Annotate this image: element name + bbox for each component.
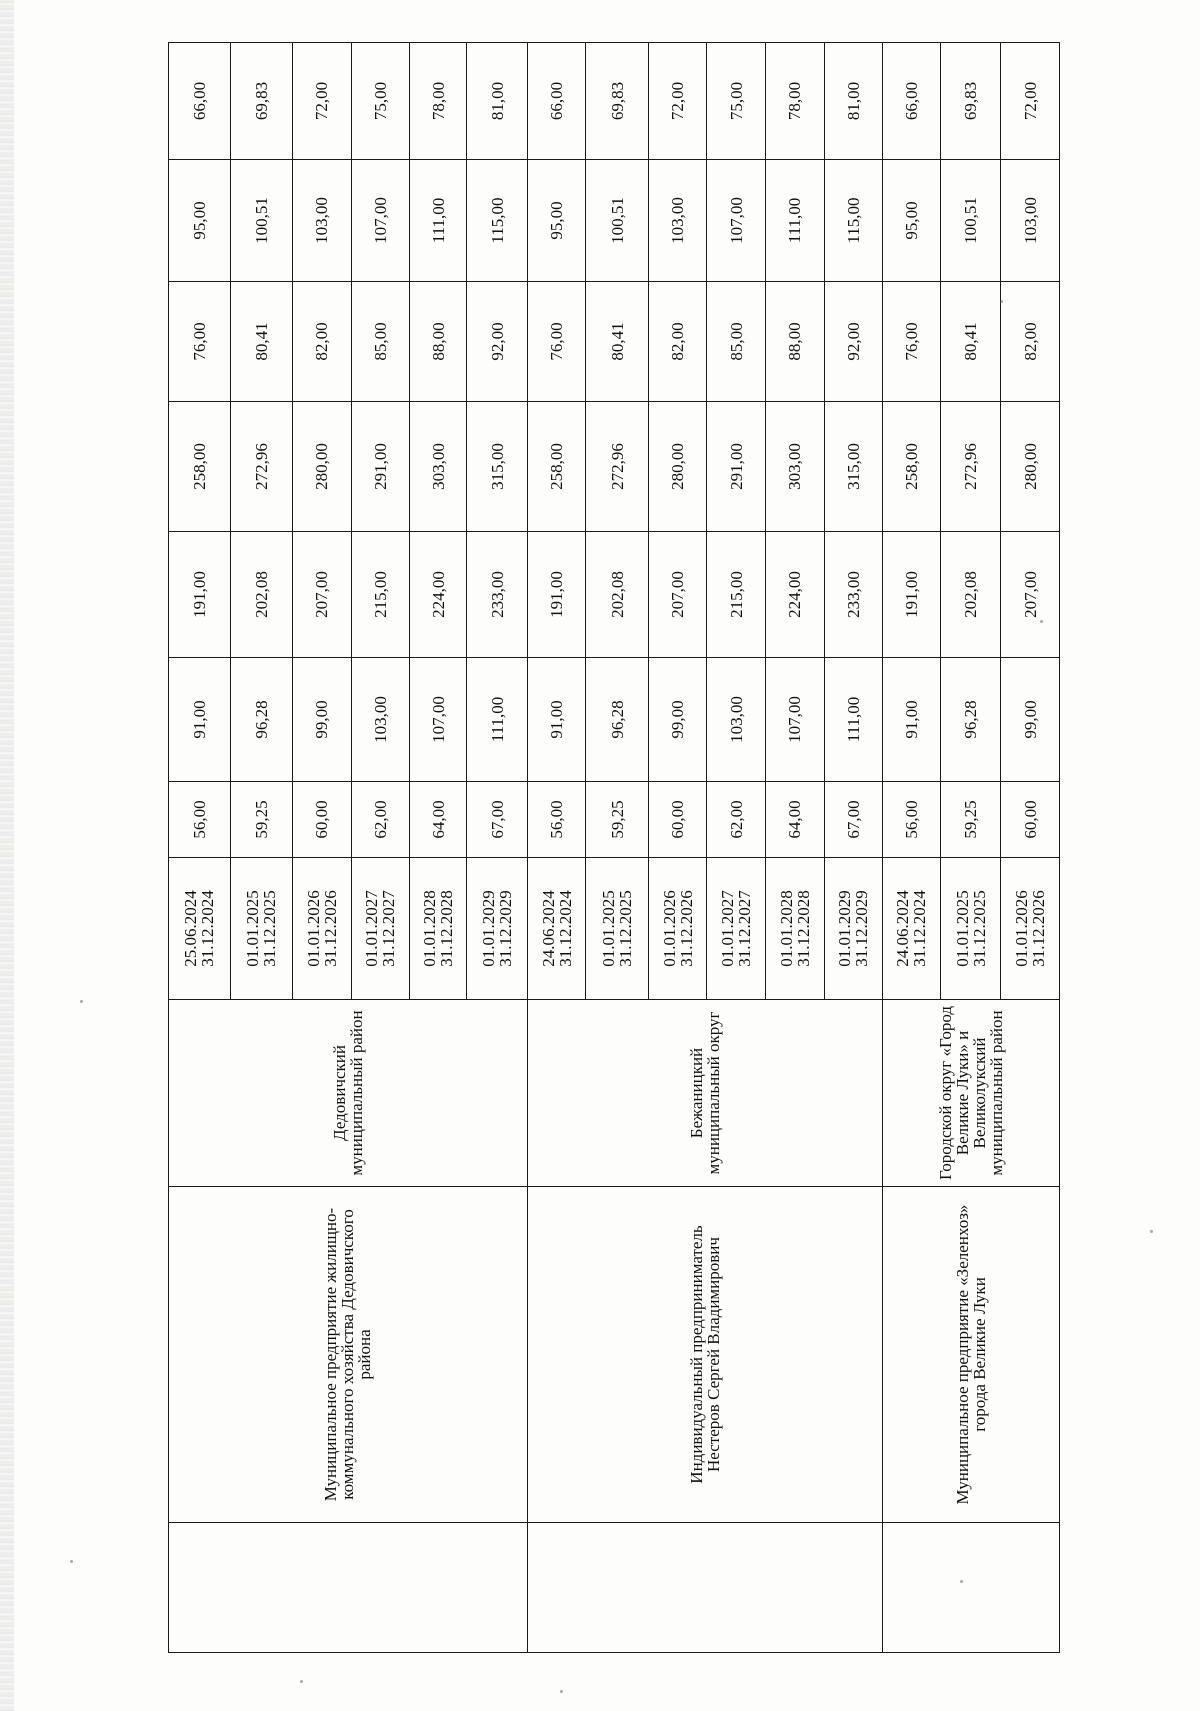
value-cell: 315,00 — [467, 402, 528, 532]
period-start: 01.01.2025 — [599, 890, 619, 967]
period-end: 31.12.2024 — [910, 890, 930, 967]
table-row — [527, 43, 585, 1653]
value-cell: 107,00 — [707, 160, 765, 282]
period-start: 25.06.2024 — [181, 890, 201, 967]
period-start: 01.01.2026 — [303, 890, 323, 967]
period-start: 01.01.2025 — [952, 890, 972, 967]
scan-edge-noise — [0, 0, 14, 1711]
value-cell: 272,96 — [586, 402, 649, 532]
value-cell: 103,00 — [351, 658, 409, 782]
value-cell: 95,00 — [882, 160, 940, 282]
period-cell — [1001, 858, 1060, 1000]
value-cell: 69,83 — [230, 43, 293, 160]
empty-cell — [527, 1523, 882, 1653]
period-cell — [169, 858, 231, 1000]
period-end: 31.12.2029 — [852, 890, 872, 967]
value-cell: 82,00 — [1001, 282, 1060, 402]
value-cell: 115,00 — [825, 160, 882, 282]
period-cell — [409, 858, 466, 1000]
value-cell: 76,00 — [169, 282, 231, 402]
period-end: 31.12.2026 — [676, 890, 696, 967]
value-cell: 233,00 — [467, 532, 528, 658]
value-cell: 107,00 — [409, 658, 466, 782]
table-row — [169, 43, 231, 1653]
value-cell: 224,00 — [409, 532, 466, 658]
period-start: 01.01.2029 — [835, 890, 855, 967]
value-cell: 66,00 — [882, 43, 940, 160]
period-cell — [648, 858, 706, 1000]
period-cell — [765, 858, 824, 1000]
period-end: 31.12.2029 — [496, 890, 516, 967]
organization-cell: Индивидуальный предприниматель Нестеров Сергей Владимирович — [527, 1187, 882, 1523]
value-cell: 100,51 — [230, 160, 293, 282]
period-end: 31.12.2025 — [616, 890, 636, 967]
value-cell: 315,00 — [825, 402, 882, 532]
period-start: 24.06.2024 — [538, 890, 558, 967]
value-cell: 75,00 — [707, 43, 765, 160]
value-cell: 78,00 — [765, 43, 824, 160]
value-cell: 72,00 — [293, 43, 351, 160]
value-cell: 88,00 — [765, 282, 824, 402]
value-cell: 207,00 — [1001, 532, 1060, 658]
value-cell: 82,00 — [293, 282, 351, 402]
period-end: 31.12.2025 — [969, 890, 989, 967]
period-cell — [527, 858, 585, 1000]
value-cell: 207,00 — [648, 532, 706, 658]
organization-cell: Муниципальное предприятие «Зеленхоз» города Великие Луки — [882, 1187, 1059, 1523]
value-cell: 59,25 — [230, 782, 293, 858]
value-cell: 66,00 — [527, 43, 585, 160]
scan-speck — [560, 1690, 563, 1693]
value-cell: 95,00 — [527, 160, 585, 282]
period-start: 01.01.2029 — [479, 890, 499, 967]
period-start: 01.01.2027 — [362, 890, 382, 967]
value-cell: 111,00 — [409, 160, 466, 282]
value-cell: 96,28 — [940, 658, 1001, 782]
value-cell: 67,00 — [467, 782, 528, 858]
value-cell: 80,41 — [940, 282, 1001, 402]
value-cell: 111,00 — [467, 658, 528, 782]
period-start: 01.01.2025 — [243, 890, 263, 967]
value-cell: 202,08 — [940, 532, 1001, 658]
territory-cell: Городской округ «Город Великие Луки» и Великолукский муниципальный район — [882, 1000, 1059, 1187]
value-cell: 59,25 — [586, 782, 649, 858]
value-cell: 107,00 — [351, 160, 409, 282]
value-cell: 111,00 — [765, 160, 824, 282]
value-cell: 202,08 — [230, 532, 293, 658]
period-cell — [351, 858, 409, 1000]
period-cell — [940, 858, 1001, 1000]
period-cell — [467, 858, 528, 1000]
value-cell: 291,00 — [707, 402, 765, 532]
value-cell: 76,00 — [527, 282, 585, 402]
value-cell: 67,00 — [825, 782, 882, 858]
period-end: 31.12.2028 — [793, 890, 813, 967]
value-cell: 85,00 — [351, 282, 409, 402]
period-start: 01.01.2026 — [659, 890, 679, 967]
value-cell: 233,00 — [825, 532, 882, 658]
value-cell: 78,00 — [409, 43, 466, 160]
value-cell: 59,25 — [940, 782, 1001, 858]
period-start: 01.01.2028 — [776, 890, 796, 967]
value-cell: 115,00 — [467, 160, 528, 282]
value-cell: 60,00 — [1001, 782, 1060, 858]
value-cell: 107,00 — [765, 658, 824, 782]
scan-speck — [1150, 1230, 1153, 1233]
period-cell — [230, 858, 293, 1000]
period-cell — [293, 858, 351, 1000]
period-cell — [707, 858, 765, 1000]
value-cell: 280,00 — [1001, 402, 1060, 532]
value-cell: 85,00 — [707, 282, 765, 402]
value-cell: 280,00 — [648, 402, 706, 532]
scan-speck — [300, 1680, 303, 1683]
tariff-table — [168, 42, 1060, 1653]
value-cell: 258,00 — [882, 402, 940, 532]
value-cell: 258,00 — [169, 402, 231, 532]
value-cell: 69,83 — [940, 43, 1001, 160]
value-cell: 72,00 — [648, 43, 706, 160]
territory-cell: Дедовичский муниципальный район — [169, 1000, 528, 1187]
period-end: 31.12.2026 — [1029, 890, 1049, 967]
value-cell: 191,00 — [527, 532, 585, 658]
period-start: 01.01.2028 — [420, 890, 440, 967]
value-cell: 96,28 — [230, 658, 293, 782]
value-cell: 191,00 — [882, 532, 940, 658]
scan-speck — [960, 1580, 963, 1583]
scan-speck — [1040, 620, 1043, 623]
value-cell: 91,00 — [169, 658, 231, 782]
rotated-table-container — [168, 43, 1060, 1653]
value-cell: 76,00 — [882, 282, 940, 402]
value-cell: 207,00 — [293, 532, 351, 658]
value-cell: 111,00 — [825, 658, 882, 782]
value-cell: 69,83 — [586, 43, 649, 160]
value-cell: 64,00 — [765, 782, 824, 858]
value-cell: 303,00 — [765, 402, 824, 532]
period-end: 31.12.2028 — [437, 890, 457, 967]
period-cell — [586, 858, 649, 1000]
value-cell: 99,00 — [1001, 658, 1060, 782]
value-cell: 99,00 — [293, 658, 351, 782]
value-cell: 91,00 — [882, 658, 940, 782]
value-cell: 80,41 — [586, 282, 649, 402]
value-cell: 272,96 — [230, 402, 293, 532]
scan-speck — [1000, 300, 1003, 303]
value-cell: 202,08 — [586, 532, 649, 658]
value-cell: 215,00 — [351, 532, 409, 658]
value-cell: 60,00 — [293, 782, 351, 858]
value-cell: 75,00 — [351, 43, 409, 160]
value-cell: 88,00 — [409, 282, 466, 402]
value-cell: 81,00 — [467, 43, 528, 160]
value-cell: 92,00 — [467, 282, 528, 402]
value-cell: 303,00 — [409, 402, 466, 532]
value-cell: 215,00 — [707, 532, 765, 658]
period-end: 31.12.2027 — [379, 890, 399, 967]
empty-cell — [882, 1523, 1059, 1653]
period-start: 01.01.2027 — [718, 890, 737, 967]
value-cell: 82,00 — [648, 282, 706, 402]
value-cell: 291,00 — [351, 402, 409, 532]
period-end: 31.12.2027 — [735, 890, 754, 967]
value-cell: 72,00 — [1001, 43, 1060, 160]
value-cell: 103,00 — [648, 160, 706, 282]
value-cell: 258,00 — [527, 402, 585, 532]
value-cell: 103,00 — [293, 160, 351, 282]
period-start: 01.01.2026 — [1012, 890, 1032, 967]
period-cell — [825, 858, 882, 1000]
value-cell: 56,00 — [169, 782, 231, 858]
scan-speck — [70, 1560, 73, 1563]
value-cell: 224,00 — [765, 532, 824, 658]
period-end: 31.12.2025 — [260, 890, 280, 967]
period-end: 31.12.2024 — [555, 890, 575, 967]
period-start: 24.06.2024 — [893, 890, 913, 967]
empty-cell — [169, 1523, 528, 1653]
value-cell: 95,00 — [169, 160, 231, 282]
value-cell: 96,28 — [586, 658, 649, 782]
organization-cell: Муниципальное предприятие жилищно-коммунального хозяйства Дедовичского района — [169, 1187, 528, 1523]
scan-speck — [80, 1000, 83, 1003]
value-cell: 81,00 — [825, 43, 882, 160]
value-cell: 103,00 — [1001, 160, 1060, 282]
value-cell: 280,00 — [293, 402, 351, 532]
value-cell: 56,00 — [527, 782, 585, 858]
value-cell: 64,00 — [409, 782, 466, 858]
value-cell: 100,51 — [586, 160, 649, 282]
value-cell: 60,00 — [648, 782, 706, 858]
value-cell: 66,00 — [169, 43, 231, 160]
value-cell: 99,00 — [648, 658, 706, 782]
value-cell: 62,00 — [351, 782, 409, 858]
table-row — [882, 43, 940, 1653]
period-end: 31.12.2026 — [320, 890, 340, 967]
value-cell: 56,00 — [882, 782, 940, 858]
value-cell: 80,41 — [230, 282, 293, 402]
value-cell: 92,00 — [825, 282, 882, 402]
value-cell: 272,96 — [940, 402, 1001, 532]
territory-cell: Бежаницкий муниципальный округ — [527, 1000, 882, 1187]
value-cell: 103,00 — [707, 658, 765, 782]
value-cell: 191,00 — [169, 532, 231, 658]
period-cell — [882, 858, 940, 1000]
value-cell: 62,00 — [707, 782, 765, 858]
value-cell: 100,51 — [940, 160, 1001, 282]
period-end: 31.12.2024 — [198, 890, 218, 967]
value-cell: 91,00 — [527, 658, 585, 782]
